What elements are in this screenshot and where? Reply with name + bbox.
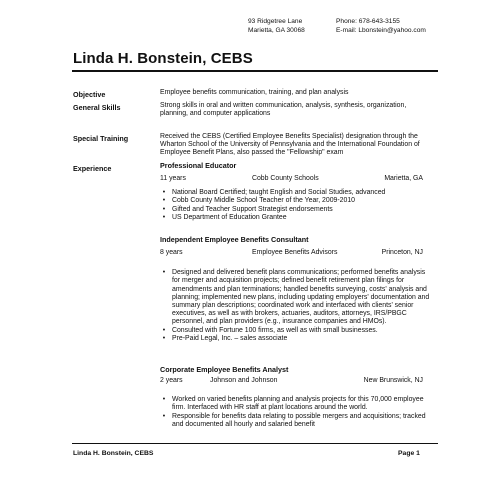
bullet-icon: • [162,412,166,420]
job-employer: Johnson and Johnson [210,377,278,385]
bullet-icon: • [162,189,166,197]
job-meta-row [160,175,440,184]
bullet-icon: • [162,205,166,213]
footer-rule [72,443,438,444]
list-item: • Pre-Paid Legal, Inc. – sales associate [160,335,430,343]
list-item: • Worked on varied benefits planning and analysis projects for this 70,000 employee firm. Interfaced with HR staff at plant locations around the world. [160,396,430,412]
candidate-name: Linda H. Bonstein, CEBS [73,50,253,67]
job-employer: Cobb County Schools [252,175,319,183]
bullet-icon: • [162,269,166,277]
list-item: • US Department of Education Grantee [160,214,440,222]
header-rule [72,70,438,72]
job-meta-row [160,249,440,258]
list-item: • Gifted and Teacher Support Strategist endorsements [160,206,440,214]
contact-block [336,18,426,35]
job-meta-row [160,377,440,386]
special-training-label: Special Training [73,134,129,143]
job-bullet-list [160,396,430,429]
job-bullet-list [160,189,440,222]
list-item: • National Board Certified; taught English and Social Studies, advanced [160,189,440,197]
objective-label: Objective [73,90,106,99]
bullet-icon: • [162,213,166,221]
job-location: New Brunswick, NJ [363,377,423,385]
city-state-zip: Marietta, GA 30068 [248,26,305,34]
job-years: 8 years [160,249,183,257]
job-title: Corporate Employee Benefits Analyst [160,365,289,374]
footer-name: Linda H. Bonstein, CEBS [73,450,154,457]
list-item: • Responsible for benefits data relating to possible mergers and acquisitions; tracked and documented all hourly and salaried benefit [160,413,430,429]
job-entry [160,162,440,222]
job-location: Princeton, NJ [381,249,423,257]
list-item: • Cobb County Middle School Teacher of the Year, 2009-2010 [160,197,440,205]
general-skills-label: General Skills [73,103,121,112]
list-item: • Consulted with Fortune 100 firms, as well as with small businesses. [160,327,430,335]
job-location: Marietta, GA [384,175,423,183]
general-skills-paragraph: Strong skills in oral and written communication, analysis, synthesis, organization, planning, and computer applications [160,102,407,118]
address-block [248,18,305,35]
street-address: 93 Ridgetree Lane [248,18,303,25]
experience-label: Experience [73,164,112,173]
general-skills-text [160,102,422,118]
job-title: Independent Employee Benefits Consultant [160,235,309,244]
job-title: Professional Educator [160,161,237,170]
bullet-icon: • [162,326,166,334]
job-years: 11 years [160,175,186,183]
list-item: • Designed and delivered benefit plans communications; performed benefits analysis for merger and acquisition projects; defined benefit retirement plan filings for amendments and plan terminations; handled benefits surveying, costs' analysis and planning; implemented new plans, including updating employers' documentation and summary plan descriptions; coordinated work and interfaced with clients' senior executives, as well as with brokers, actuaries, auditors, attorneys, IRS/PBGC personnel, and plan providers (e.g., insurance companies and HMOs). [160,269,430,326]
objective-text [160,89,440,97]
bullet-icon: • [162,334,166,342]
job-bullet-list [160,269,430,343]
phone-number: Phone: 678-643-3155 [336,18,400,25]
email-address: E-mail: Lbonstein@yahoo.com [336,26,426,34]
special-training-paragraph: Received the CEBS (Certified Employee Benefits Specialist) designation through the Wharton School of the University of Pennsylvania and the International Foundation of Employee Benefit Plans, also passed the "Fellowship" exam [160,133,420,157]
job-entry [160,366,440,429]
page-number: Page 1 [398,450,420,457]
job-entry [160,236,440,343]
special-training-text [160,133,428,158]
bullet-icon: • [162,197,166,205]
job-years: 2 years [160,377,183,385]
objective-paragraph: Employee benefits communication, training, and plan analysis [160,89,349,96]
bullet-icon: • [162,396,166,404]
job-employer: Employee Benefits Advisors [252,249,338,257]
